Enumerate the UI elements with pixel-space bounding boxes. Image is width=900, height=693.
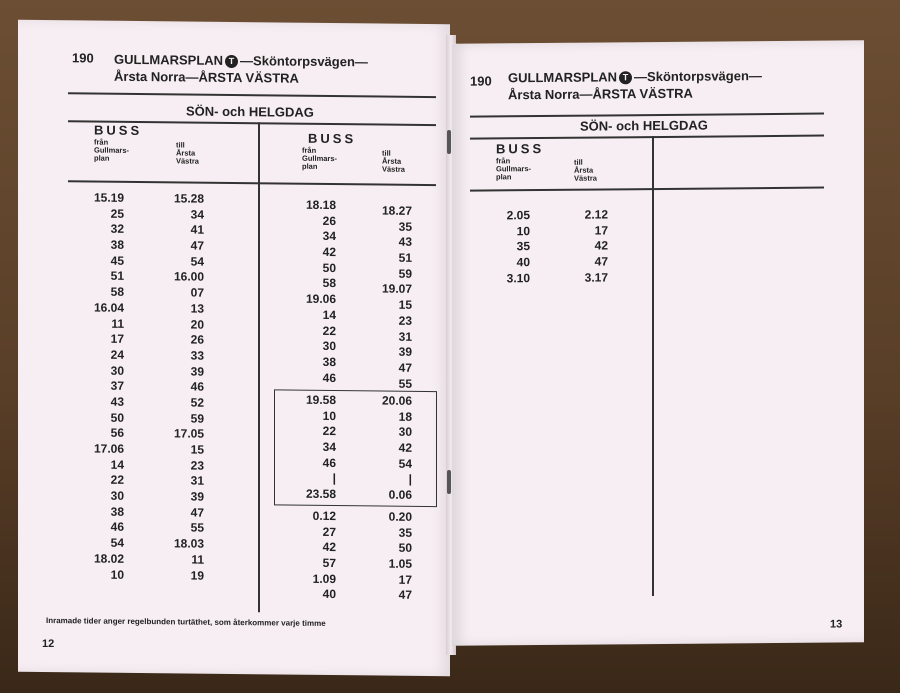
time-entry: 54: [190, 254, 204, 269]
time-entry: 14: [322, 307, 336, 322]
departures-column: [76, 190, 124, 583]
page-number-right: 13: [830, 618, 843, 631]
arrivals-column-2: [360, 203, 412, 392]
time-entry: 17: [110, 331, 124, 347]
footnote: Inramade tider anger regelbunden turtäthet, som återkommer varje timme: [46, 616, 326, 628]
time-entry: 34: [322, 229, 336, 244]
staple-bottom: [447, 470, 451, 494]
route-number: 190: [72, 50, 94, 66]
time-entry: 11: [191, 552, 204, 567]
time-entry: 52: [190, 395, 204, 410]
from-label: från Gullmars- plan: [94, 137, 130, 163]
to-label-2: till Årsta Västra: [382, 148, 405, 174]
time-entry: 19.07: [381, 281, 412, 297]
time-entry: 18: [398, 409, 412, 424]
header-rule-right: [470, 113, 824, 118]
left-page: [18, 20, 450, 677]
time-entry: 15: [190, 442, 204, 457]
time-entry: 10: [516, 223, 530, 238]
time-entry: 46: [190, 379, 204, 394]
time-entry: 42: [594, 238, 608, 253]
from-label-right: från Gullmars- plan: [496, 156, 532, 182]
time-entry: 23: [190, 458, 204, 473]
time-entry: 31: [398, 329, 412, 344]
time-entry: 41: [190, 222, 204, 238]
time-entry: 51: [110, 269, 124, 284]
route-destination-right: Årsta Norra—ÅRSTA VÄSTRA: [508, 85, 693, 103]
night-arrivals: [360, 509, 412, 604]
time-entry: 07: [190, 285, 204, 300]
time-entry: 39: [398, 344, 412, 360]
time-entry: 19.06: [305, 291, 336, 307]
time-entry: 30: [110, 488, 124, 503]
time-entry: 15.28: [173, 191, 204, 206]
buss-label-2: BUSS: [308, 130, 357, 147]
time-entry: 17: [594, 223, 608, 238]
time-entry: |: [332, 471, 336, 486]
time-entry: 58: [110, 284, 124, 299]
to-label-right: till Årsta Västra: [574, 157, 597, 183]
day-rule-right: [470, 135, 824, 140]
departures-column-2: [284, 198, 336, 387]
boxed-departures: [284, 393, 336, 503]
route-origin: GULLMARSPLAN: [114, 51, 224, 68]
time-entry: 0.06: [388, 487, 412, 502]
boxed-arrivals: [360, 393, 412, 503]
route-title-right: [508, 67, 762, 103]
time-entry: 25: [110, 206, 124, 221]
time-entry: 50: [322, 260, 336, 275]
time-entry: 59: [398, 266, 412, 281]
time-entry: 10: [110, 567, 124, 582]
metro-icon-right: T: [619, 71, 632, 84]
time-entry: 24: [110, 347, 124, 362]
time-entry: 39: [190, 489, 204, 504]
time-entry: 0.12: [312, 508, 336, 524]
time-entry: 30: [398, 425, 412, 440]
time-entry: 38: [110, 504, 124, 519]
header-rule: [68, 92, 436, 97]
time-entry: 39: [190, 364, 204, 379]
time-entry: 33: [190, 348, 204, 363]
time-entry: 22: [110, 473, 124, 488]
time-entry: 47: [398, 360, 412, 375]
right-page: [452, 40, 864, 646]
route-destination: Årsta Norra—ÅRSTA VÄSTRA: [114, 68, 299, 86]
time-entry: 35: [398, 219, 412, 234]
time-entry: 40: [322, 587, 336, 602]
time-entry: 1.05: [388, 556, 412, 571]
time-entry: 15.19: [93, 190, 124, 205]
time-entry: 23: [398, 313, 412, 328]
time-entry: 18.02: [93, 551, 124, 566]
time-entry: 19.58: [305, 392, 336, 408]
buss-label-right: BUSS: [496, 140, 545, 157]
time-entry: 46: [110, 520, 124, 535]
time-entry: 16.00: [173, 269, 204, 285]
day-label-right: SÖN- och HELGDAG: [580, 117, 708, 134]
column-divider-right: [652, 136, 654, 596]
buss-label: BUSS: [94, 122, 143, 139]
time-entry: 13: [190, 301, 204, 316]
time-entry: 56: [110, 426, 124, 441]
time-entry: 17.05: [173, 426, 204, 441]
time-entry: 50: [398, 541, 412, 556]
time-entry: 18.18: [305, 197, 336, 213]
time-entry: 14: [110, 457, 124, 472]
time-entry: 3.10: [506, 270, 530, 286]
time-entry: 59: [190, 411, 204, 426]
day-label: SÖN- och HELGDAG: [186, 103, 314, 120]
route-number-right: 190: [470, 73, 492, 89]
time-entry: 0.20: [388, 509, 412, 524]
column-divider: [258, 122, 260, 612]
time-entry: 22: [322, 323, 336, 338]
time-entry: 45: [110, 253, 124, 268]
time-entry: 54: [398, 456, 412, 471]
time-entry: 54: [110, 535, 124, 550]
time-entry: 38: [110, 237, 124, 252]
time-entry: 47: [190, 505, 204, 520]
column-header-rule: [68, 180, 436, 185]
time-entry: 22: [322, 424, 336, 439]
time-entry: 34: [190, 207, 204, 222]
time-entry: 47: [190, 238, 204, 253]
time-entry: 26: [322, 213, 336, 228]
time-entry: 58: [322, 276, 336, 291]
from-label-2: från Gullmars- plan: [302, 145, 338, 171]
time-entry: 20: [190, 317, 204, 332]
time-entry: 15: [398, 297, 412, 312]
time-entry: 2.05: [506, 208, 530, 223]
time-entry: 51: [398, 250, 412, 265]
staple-top: [447, 130, 451, 154]
time-entry: 17: [398, 572, 412, 587]
time-entry: 11: [111, 316, 124, 331]
departures-column-right: [488, 208, 530, 287]
time-entry: 10: [322, 408, 336, 423]
time-entry: 32: [110, 222, 124, 237]
time-entry: 30: [322, 339, 336, 354]
column-header-rule-right: [470, 187, 824, 192]
time-entry: 16.04: [93, 300, 124, 315]
to-label: till Årsta Västra: [176, 140, 199, 166]
time-entry: 17.06: [93, 441, 124, 456]
time-entry: 18.27: [381, 203, 412, 218]
route-origin-right: GULLMARSPLAN: [508, 69, 618, 86]
time-entry: 38: [322, 354, 336, 369]
time-entry: 31: [190, 473, 204, 489]
time-entry: 40: [516, 255, 530, 270]
time-entry: 20.06: [381, 393, 412, 408]
time-entry: 46: [322, 370, 336, 385]
time-entry: 37: [110, 378, 124, 394]
time-entry: 47: [398, 588, 412, 603]
time-entry: |: [408, 472, 412, 487]
time-entry: 43: [110, 394, 124, 409]
time-entry: 34: [322, 439, 336, 455]
arrivals-column: [148, 191, 204, 584]
metro-icon: T: [225, 55, 238, 68]
arrivals-column-right: [564, 207, 608, 286]
route-via: —Sköntorpsvägen—: [240, 53, 368, 70]
time-entry: 18.03: [173, 536, 204, 551]
night-departures: [284, 509, 336, 604]
time-entry: 2.12: [584, 207, 608, 222]
time-entry: 27: [322, 524, 336, 539]
time-entry: 42: [322, 244, 336, 260]
route-title: [114, 51, 368, 88]
time-entry: 1.09: [312, 571, 336, 586]
time-entry: 43: [398, 235, 412, 250]
time-entry: 46: [322, 455, 336, 470]
time-entry: 19: [190, 568, 204, 583]
time-entry: 55: [398, 376, 412, 391]
route-via-right: —Sköntorpsvägen—: [634, 68, 762, 85]
time-entry: 35: [398, 525, 412, 540]
time-entry: 26: [190, 332, 204, 347]
time-entry: 55: [190, 520, 204, 536]
time-entry: 47: [594, 254, 608, 269]
time-entry: 50: [110, 410, 124, 425]
page-number-left: 12: [42, 637, 55, 651]
time-entry: 30: [110, 363, 124, 378]
time-entry: 57: [322, 555, 336, 571]
time-entry: 42: [322, 540, 336, 555]
time-entry: 35: [516, 239, 530, 254]
time-entry: 42: [398, 440, 412, 455]
time-entry: 23.58: [305, 486, 336, 502]
time-entry: 3.17: [584, 270, 608, 285]
